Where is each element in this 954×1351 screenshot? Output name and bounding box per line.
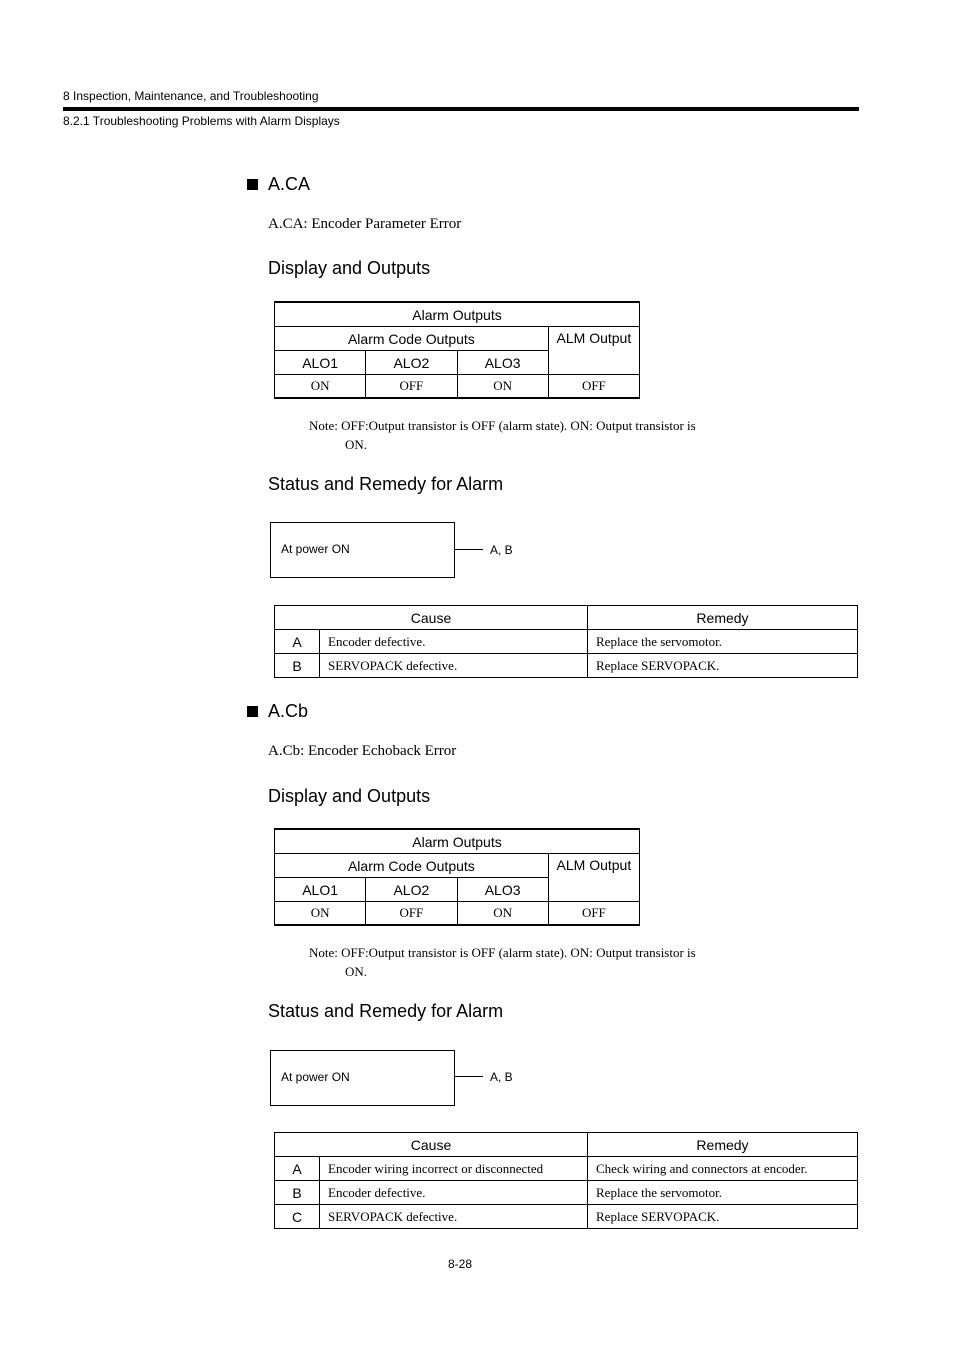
table-row — [275, 630, 858, 654]
cause-remedy-table — [274, 1132, 858, 1229]
alarm-code-outputs-label: Alarm Code Outputs — [275, 327, 549, 351]
column-alo1: ALO1 — [275, 878, 366, 902]
square-bullet-icon — [247, 706, 258, 717]
value-alo3: ON — [457, 375, 548, 399]
status-causes: A, B — [490, 543, 513, 557]
cause-id: A — [275, 630, 320, 654]
value-alo2: OFF — [366, 375, 457, 399]
cause-remedy-table — [274, 605, 858, 678]
output-note — [309, 943, 749, 981]
remedy-header: Remedy — [588, 1133, 858, 1157]
cause-id: B — [275, 654, 320, 678]
display-outputs-heading: Display and Outputs — [268, 786, 431, 806]
alarm-outputs-table — [274, 828, 640, 926]
alarm-description: A.CA: Encoder Parameter Error — [268, 216, 462, 232]
value-alm-output: OFF — [548, 375, 639, 399]
table-row — [275, 654, 858, 678]
status-remedy-heading: Status and Remedy for Alarm — [268, 1001, 504, 1021]
cause-text: Encoder wiring incorrect or disconnected — [320, 1157, 588, 1181]
column-alo2: ALO2 — [366, 878, 457, 902]
cause-text: Encoder defective. — [320, 1181, 588, 1205]
status-remedy-heading: Status and Remedy for Alarm — [268, 474, 504, 494]
status-label: At power ON — [281, 542, 350, 556]
square-bullet-icon — [247, 179, 258, 190]
alarm-code-outputs-label: Alarm Code Outputs — [275, 854, 549, 878]
output-note — [309, 416, 749, 454]
alarm-outputs-title: Alarm Outputs — [275, 829, 640, 854]
alm-output-label: ALM Output — [548, 854, 639, 902]
remedy-header: Remedy — [588, 606, 858, 630]
alarm-description: A.Cb: Encoder Echoback Error — [268, 743, 457, 759]
page-number: 8-28 — [448, 1257, 473, 1271]
alarm-section-title — [247, 174, 310, 195]
cause-header: Cause — [275, 1133, 588, 1157]
cause-text: Encoder defective. — [320, 630, 588, 654]
note-line: Note: OFF:Output transistor is OFF (alarm state). ON: Output transistor is — [309, 418, 696, 433]
display-outputs-heading: Display and Outputs — [268, 258, 431, 278]
alarm-outputs-title: Alarm Outputs — [275, 302, 640, 327]
remedy-text: Replace SERVOPACK. — [588, 1205, 858, 1229]
value-alo1: ON — [275, 902, 366, 926]
table-row — [275, 1181, 858, 1205]
column-alo2: ALO2 — [366, 351, 457, 375]
note-line: ON. — [345, 964, 368, 979]
cause-header: Cause — [275, 606, 588, 630]
chapter-header: 8 Inspection, Maintenance, and Troubleshooting — [63, 89, 319, 103]
column-alo1: ALO1 — [275, 351, 366, 375]
table-row — [275, 1205, 858, 1229]
note-line: ON. — [345, 437, 368, 452]
alm-output-label: ALM Output — [548, 327, 639, 375]
alarm-code: A.CA — [268, 174, 311, 194]
table-row — [275, 1157, 858, 1181]
value-alo2: OFF — [366, 902, 457, 926]
status-label: At power ON — [281, 1070, 350, 1084]
status-connector-line — [454, 1076, 483, 1077]
note-line: Note: OFF:Output transistor is OFF (alarm state). ON: Output transistor is — [309, 945, 696, 960]
alarm-section-title — [247, 701, 308, 722]
remedy-text: Replace the servomotor. — [588, 1181, 858, 1205]
remedy-text: Replace SERVOPACK. — [588, 654, 858, 678]
section-header: 8.2.1 Troubleshooting Problems with Alarm Displays — [63, 114, 340, 128]
status-causes: A, B — [490, 1070, 513, 1084]
status-box — [270, 1050, 455, 1106]
cause-id: C — [275, 1205, 320, 1229]
value-alo1: ON — [275, 375, 366, 399]
cause-id: B — [275, 1181, 320, 1205]
column-alo3: ALO3 — [457, 351, 548, 375]
cause-text: SERVOPACK defective. — [320, 654, 588, 678]
status-box — [270, 522, 455, 578]
alarm-code: A.Cb — [268, 701, 309, 721]
value-alo3: ON — [457, 902, 548, 926]
remedy-text: Check wiring and connectors at encoder. — [588, 1157, 858, 1181]
cause-id: A — [275, 1157, 320, 1181]
alarm-outputs-table — [274, 301, 640, 399]
header-rule — [63, 107, 859, 111]
column-alo3: ALO3 — [457, 878, 548, 902]
value-alm-output: OFF — [548, 902, 639, 926]
remedy-text: Replace the servomotor. — [588, 630, 858, 654]
cause-text: SERVOPACK defective. — [320, 1205, 588, 1229]
status-connector-line — [454, 549, 483, 550]
